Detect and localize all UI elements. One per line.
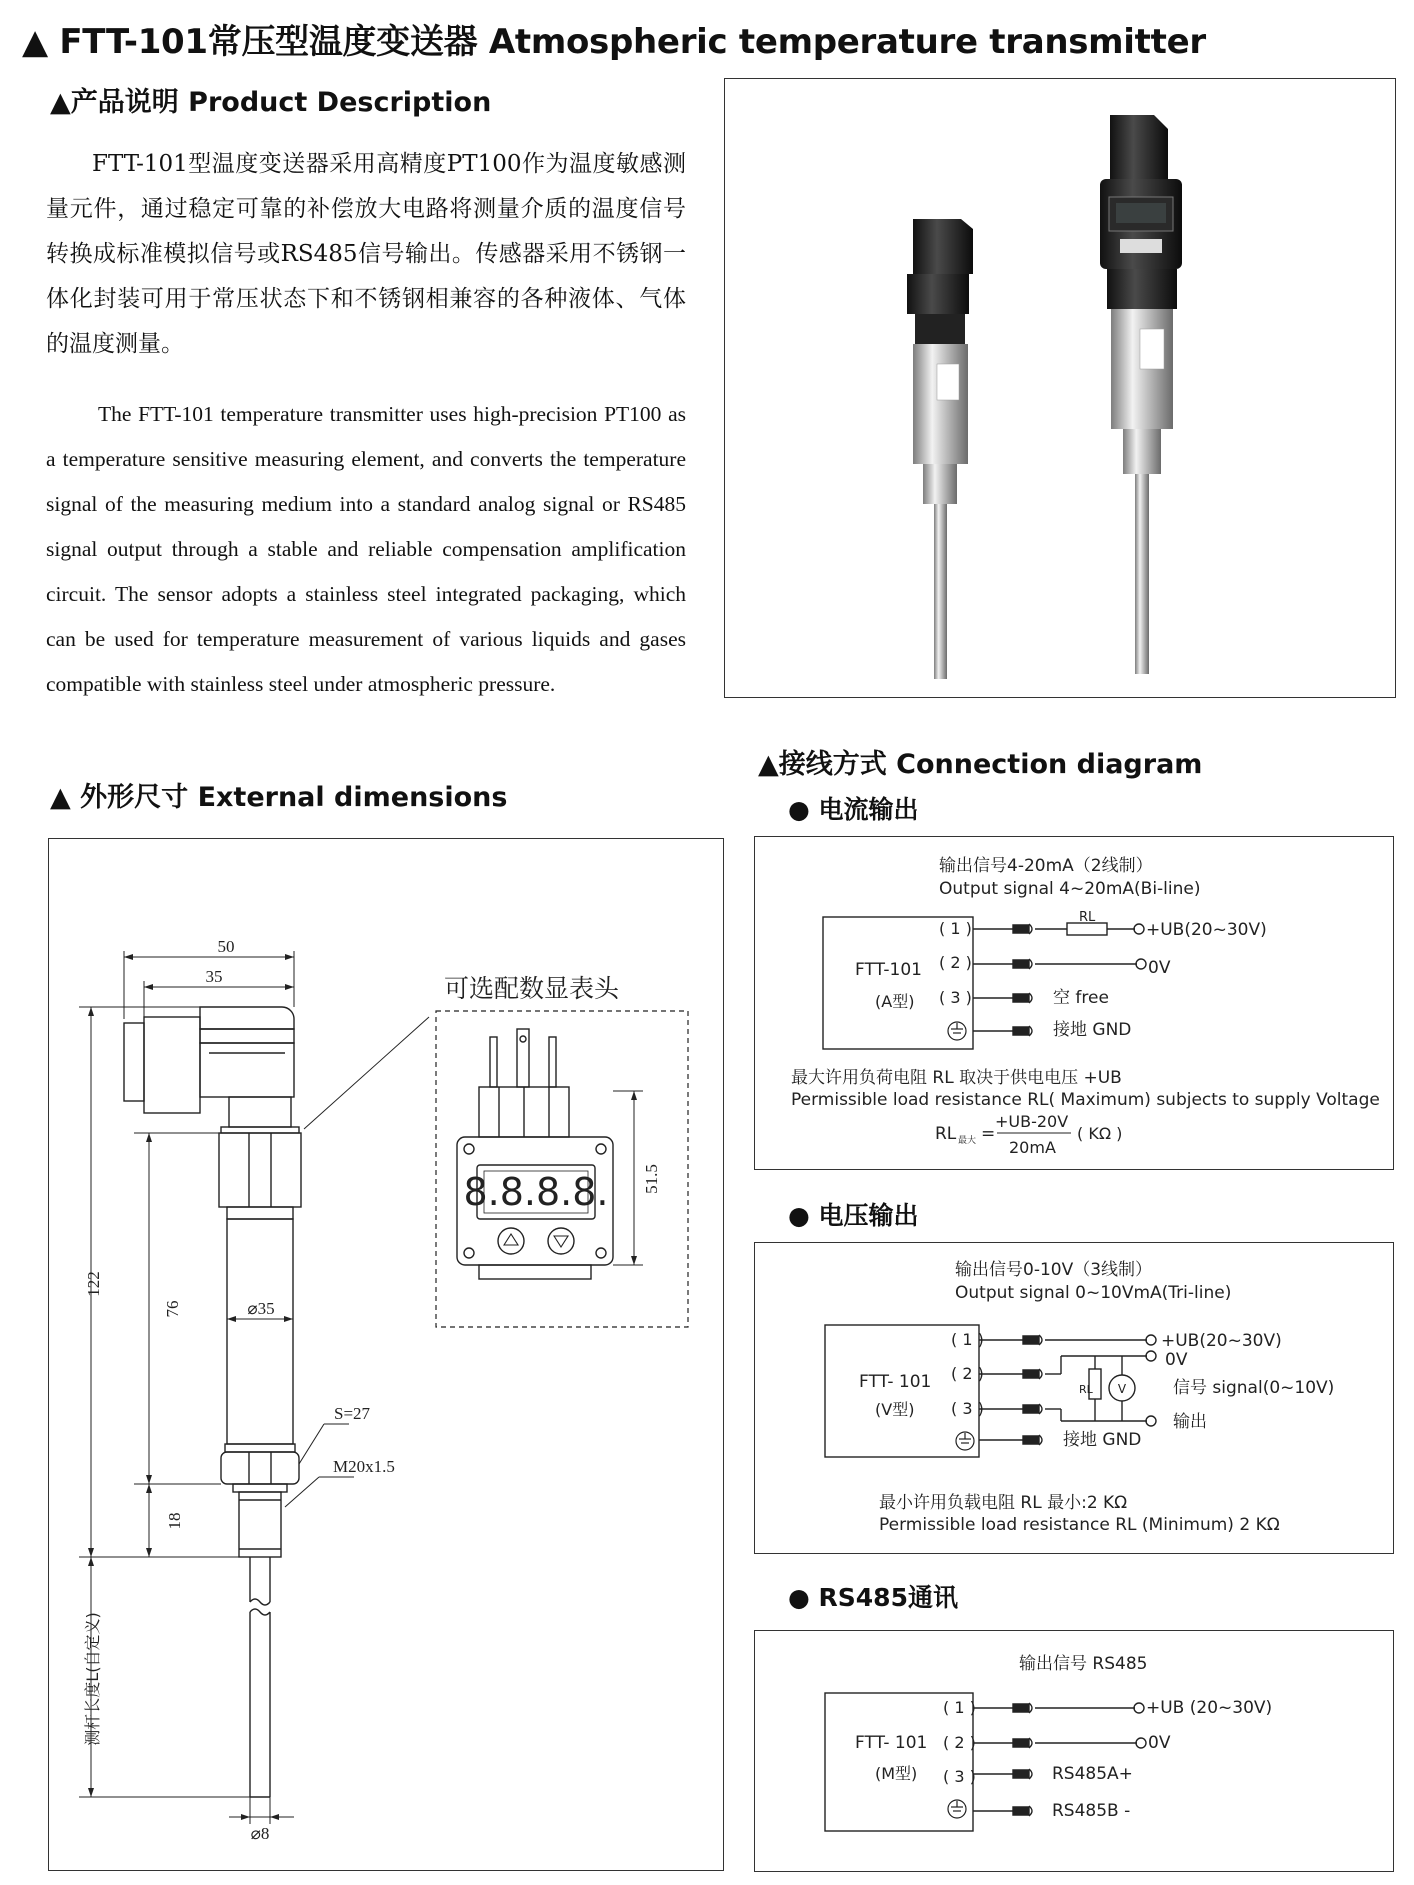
current-pin-1: ( 1 ) [939, 919, 972, 938]
voltage-term-ub: +UB(20~30V) [1161, 1331, 1282, 1351]
optional-display-outline [457, 1029, 643, 1279]
current-signal-en: Output signal 4~20mA(Bi-line) [939, 879, 1201, 899]
optional-display-label: 可选配数显表头 [444, 974, 620, 1003]
formula-lhs: RL [935, 1124, 957, 1144]
current-output-heading: ● 电流输出 [788, 795, 919, 824]
rs485-device-label: FTT- 101 [855, 1733, 928, 1753]
transmitter-photo-illustration [725, 79, 1394, 696]
connection-heading: ▲接线方式 Connection diagram [758, 749, 1203, 780]
dimension-drawing-panel [48, 838, 724, 1871]
voltage-term-signal: 信号 signal(0~10V) [1173, 1378, 1335, 1398]
current-signal-cn: 输出信号4-20mA（2线制） [939, 856, 1153, 876]
voltage-pin-1: ( 1 ) [951, 1330, 984, 1349]
product-description-heading: ▲产品说明 Product Description [50, 87, 492, 118]
dim-18-label: 18 [165, 1512, 184, 1530]
current-note-cn: 最大许用负荷电阻 RL 取决于供电电压 +UB [791, 1068, 1122, 1088]
description-english: The FTT-101 temperature transmitter uses high-precision PT100 as a temperature sensitive measuring element, and converts the temperature signal of the measuring medium into a standard analog signal or RS485 signal output through a stable and reliable compensation amplification circuit. The sensor adopts a stainless steel integrated packaging, which can be used for temperature measurement of various liquids and gases compatible with stainless steel under atmospheric pressure. [46, 402, 686, 696]
voltage-note-en: Permissible load resistance RL (Minimum) 2 KΩ [879, 1515, 1280, 1535]
current-note-en: Permissible load resistance RL( Maximum) subjects to supply Voltage [791, 1090, 1380, 1110]
product-photo [724, 78, 1396, 698]
voltage-term-0v: 0V [1165, 1350, 1188, 1370]
voltage-pin-2: ( 2 ) [951, 1364, 984, 1383]
voltage-pin-3: ( 3 ) [951, 1399, 984, 1418]
dim-thread-label: M20x1.5 [333, 1457, 395, 1476]
dim-d8-label: ⌀8 [250, 1824, 270, 1843]
voltage-meter-label: V [1117, 1382, 1127, 1396]
formula-sub: 最大 [958, 1136, 977, 1146]
current-term-free: 空 free [1053, 988, 1109, 1008]
formula-unit: ( KΩ ) [1077, 1124, 1123, 1143]
voltage-term-gnd: 接地 GND [1063, 1430, 1142, 1450]
rs485-type-label: (M型) [875, 1764, 918, 1783]
voltage-signal-en: Output signal 0~10VmA(Tri-line) [955, 1283, 1232, 1303]
transmitter-with-display [1100, 115, 1182, 674]
formula-eq: = [981, 1124, 996, 1144]
transmitter-basic [907, 219, 973, 679]
dim-s27-label: S=27 [334, 1404, 371, 1423]
dimension-drawing [49, 839, 722, 1869]
housing-outline [219, 1097, 301, 1557]
dim-76-label: 76 [163, 1300, 182, 1318]
voltage-term-output: 输出 [1173, 1412, 1207, 1432]
display-digits: 8.8.8.8. [463, 1170, 609, 1214]
rs485-signal-cn: 输出信号 RS485 [1019, 1654, 1148, 1674]
description-chinese: FTT-101型温度变送器采用高精度PT100作为温度敏感测量元件，通过稳定可靠的补偿放大电路将测量介质的温度信号转换成标准模拟信号或RS485信号输出。传感器采用不锈钢一体化封装可用于常压状态下和不锈钢相兼容的各种液体、气体的温度测量。 [46, 151, 686, 357]
rs485-heading: ● RS485通讯 [788, 1583, 958, 1612]
rs485-term-0v: 0V [1148, 1733, 1171, 1753]
dim-515-label: 51.5 [642, 1164, 661, 1194]
dim-probe-label: 测杆长度L(自定义) [83, 1612, 102, 1746]
voltage-output-diagram [754, 1242, 1394, 1554]
rs485-term-a: RS485A+ [1052, 1764, 1133, 1784]
current-type-label: (A型) [875, 992, 915, 1011]
current-term-gnd: 接地 GND [1053, 1020, 1132, 1040]
voltage-device-label: FTT- 101 [859, 1372, 932, 1392]
voltage-signal-cn: 输出信号0-10V（3线制） [955, 1260, 1153, 1280]
rs485-term-ub: +UB (20~30V) [1146, 1698, 1273, 1718]
voltage-output-heading: ● 电压输出 [788, 1201, 919, 1230]
rs485-pin-2: ( 2 ) [943, 1733, 976, 1752]
voltage-type-label: (V型) [875, 1400, 915, 1419]
external-dimensions-heading: ▲ 外形尺寸 External dimensions [50, 782, 508, 813]
dim-35-label: 35 [205, 967, 223, 986]
voltage-note-cn: 最小许用负载电阻 RL 最小:2 KΩ [879, 1493, 1128, 1513]
probe-outline [250, 1557, 270, 1797]
current-term-0v: 0V [1148, 958, 1171, 978]
rs485-pin-3: ( 3 ) [943, 1767, 976, 1786]
current-output-diagram [754, 836, 1394, 1170]
rs485-pin-1: ( 1 ) [943, 1698, 976, 1717]
current-pin-3: ( 3 ) [939, 988, 972, 1007]
page-title: ▲ FTT-101常压型温度变送器 Atmospheric temperature transmitter [22, 22, 1206, 62]
current-device-label: FTT-101 [855, 960, 922, 980]
rs485-diagram [754, 1630, 1394, 1872]
voltage-rl-label: RL [1079, 1383, 1093, 1396]
current-pin-2: ( 2 ) [939, 953, 972, 972]
formula-numerator: +UB-20V [995, 1112, 1069, 1131]
dimension-lines [79, 951, 429, 1824]
dim-122-label: 122 [84, 1271, 103, 1297]
current-term-ub: +UB(20~30V) [1146, 920, 1267, 940]
dim-50-label: 50 [217, 937, 235, 956]
current-rl-label: RL [1079, 910, 1096, 925]
dim-d35-label: ⌀35 [247, 1299, 275, 1318]
rs485-term-b: RS485B - [1052, 1801, 1131, 1821]
formula-denominator: 20mA [1009, 1138, 1056, 1157]
